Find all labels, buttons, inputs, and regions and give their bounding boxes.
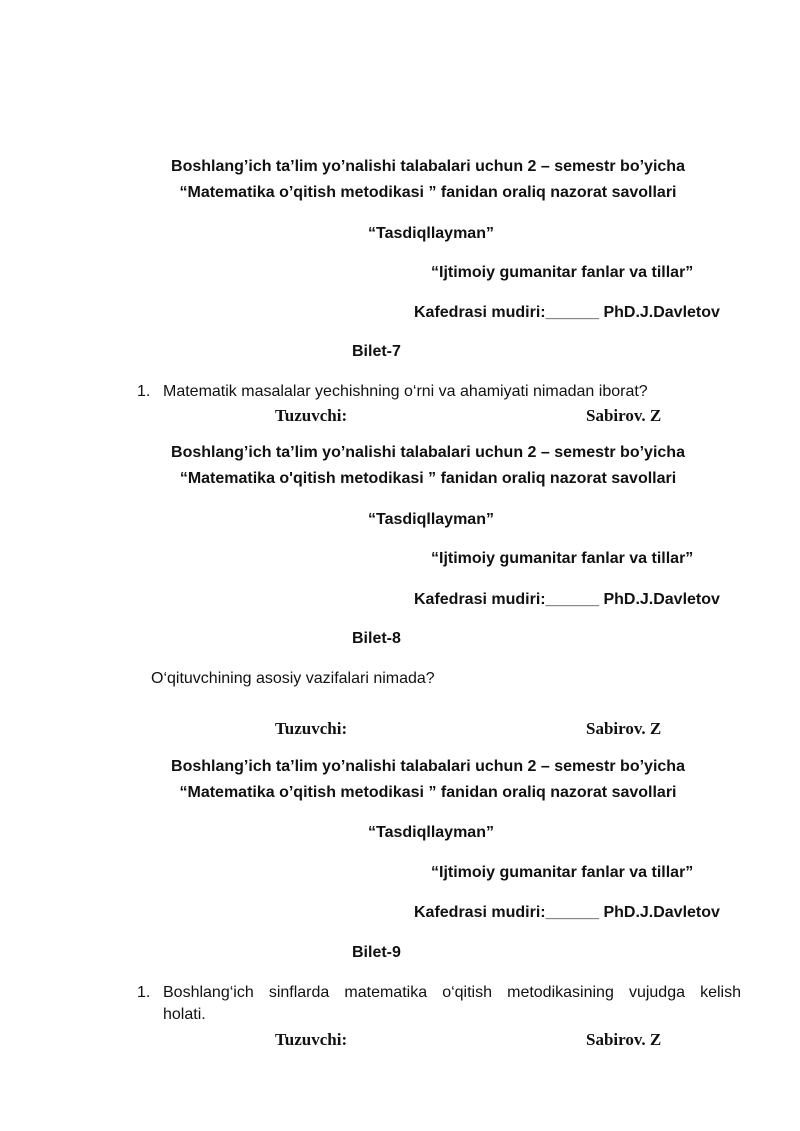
department-head-name: PhD.J.Davletov <box>603 904 720 921</box>
question-text: O‘qituvchining asosiy vazifalari nimada? <box>151 670 435 687</box>
ticket-number: Bilet-9 <box>352 944 401 961</box>
compiler-name: Sabirov. Z <box>586 719 662 738</box>
question-text: Matematik masalalar yechishning o‘rni va ahamiyati nimadan iborat? <box>163 383 648 400</box>
department-name: “Ijtimoiy gumanitar fanlar va tillar” <box>431 550 694 567</box>
department-head-label: Kafedrasi mudiri:______ <box>414 591 599 608</box>
compiler-label: Tuzuvchi: <box>275 719 348 738</box>
department-name: “Ijtimoiy gumanitar fanlar va tillar” <box>431 264 694 281</box>
approval-label: “Tasdiqllayman” <box>368 824 494 841</box>
approval-label: “Tasdiqllayman” <box>368 225 494 242</box>
department-name: “Ijtimoiy gumanitar fanlar va tillar” <box>431 864 694 881</box>
header-line-2: “Matematika o’qitish metodikasi ” fanidan oraliq nazorat savollari <box>179 784 677 801</box>
header-line-1: Boshlang’ich ta’lim yo’nalishi talabalari uchun 2 – semestr bo’yicha <box>171 158 685 175</box>
department-head <box>414 904 720 922</box>
question-text-line-1: Boshlang‘ich sinflarda matematika o‘qitish metodikasining vujudga kelish <box>163 984 741 1001</box>
department-head-name: PhD.J.Davletov <box>603 591 720 608</box>
header-line-1: Boshlang’ich ta’lim yo’nalishi talabalari uchun 2 – semestr bo’yicha <box>171 444 685 461</box>
ticket-number: Bilet-7 <box>352 343 401 360</box>
question-number: 1. <box>137 383 151 400</box>
compiler-name: Sabirov. Z <box>586 1030 662 1049</box>
department-head-label: Kafedrasi mudiri:______ <box>414 304 599 321</box>
department-head <box>414 591 720 609</box>
compiler-label: Tuzuvchi: <box>275 406 348 425</box>
department-head <box>414 304 720 322</box>
header-line-2: “Matematika o’qitish metodikasi ” fanidan oraliq nazorat savollari <box>179 184 677 201</box>
question-text-line-2: holati. <box>163 1006 206 1023</box>
question-number: 1. <box>137 984 151 1001</box>
ticket-number: Bilet-8 <box>352 630 401 647</box>
department-head-name: PhD.J.Davletov <box>603 304 720 321</box>
compiler-name: Sabirov. Z <box>586 406 662 425</box>
department-head-label: Kafedrasi mudiri:______ <box>414 904 599 921</box>
approval-label: “Tasdiqllayman” <box>368 511 494 528</box>
compiler-label: Tuzuvchi: <box>275 1030 348 1049</box>
header-line-1: Boshlang’ich ta’lim yo’nalishi talabalari uchun 2 – semestr bo’yicha <box>171 758 685 775</box>
header-line-2: “Matematika o'qitish metodikasi ” fanidan oraliq nazorat savollari <box>179 470 677 487</box>
